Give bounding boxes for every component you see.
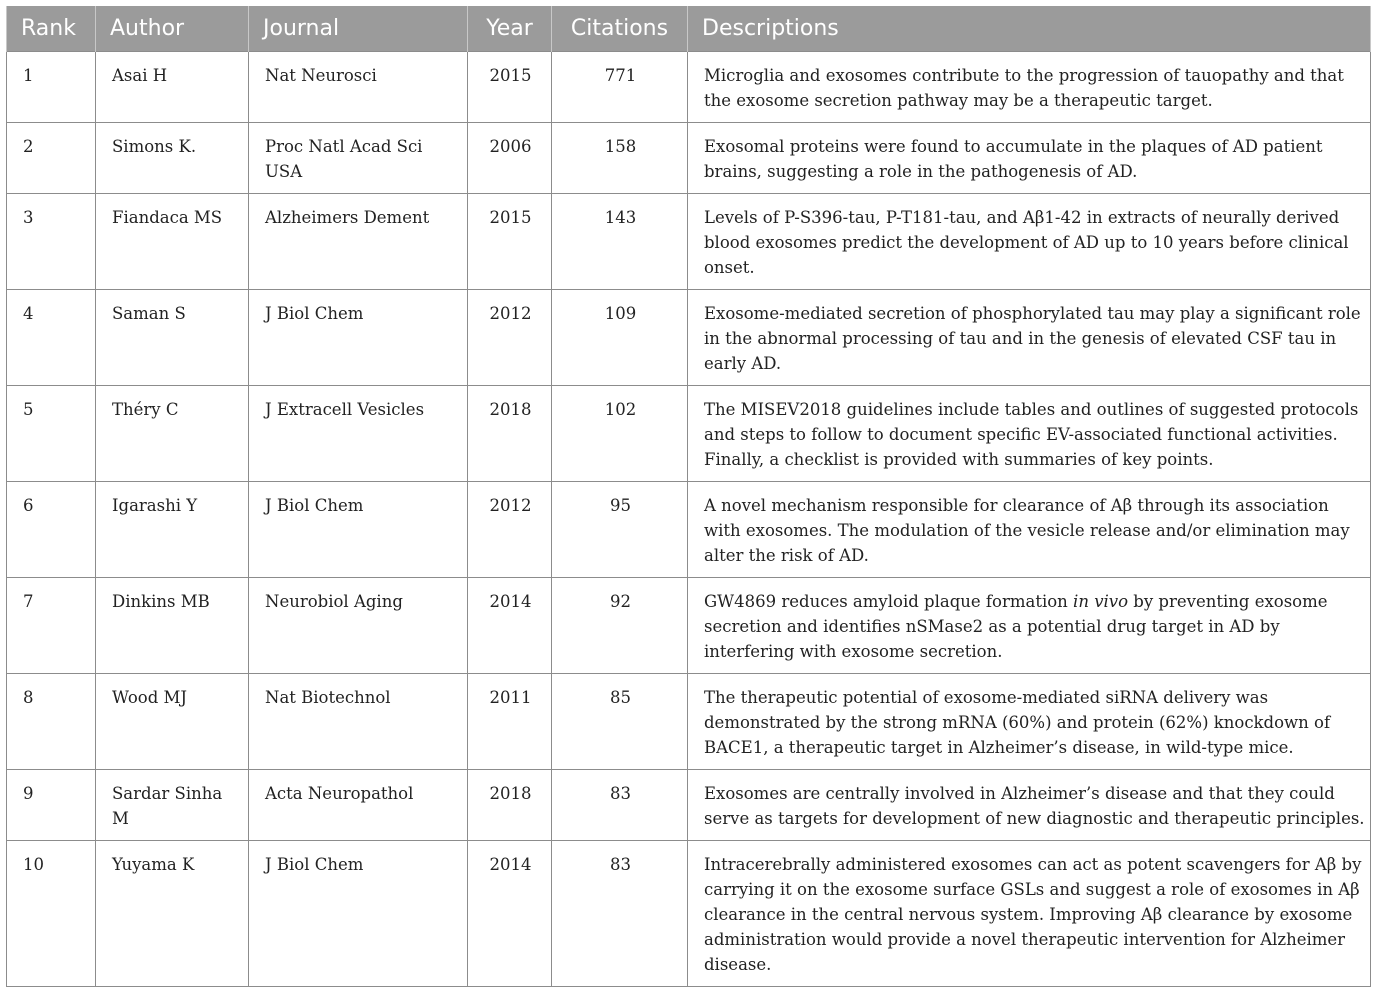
header-descriptions: Descriptions: [688, 6, 1371, 51]
cell-description: [688, 577, 1371, 673]
cell-author: Igarashi Y: [96, 481, 249, 577]
cell-journal: Acta Neuropathol: [249, 769, 468, 840]
cell-author: Saman S: [96, 289, 249, 385]
cell-author: Wood MJ: [96, 673, 249, 769]
cell-year: 2012: [468, 481, 552, 577]
cell-author: Asai H: [96, 51, 249, 122]
header-row: [7, 6, 1371, 51]
table-row: [7, 122, 1371, 193]
cell-author: Dinkins MB: [96, 577, 249, 673]
table-row: [7, 289, 1371, 385]
description-italic-text: in vivo: [1073, 591, 1129, 611]
cell-description: The MISEV2018 guidelines include tables and outlines of suggested protocols and steps to follow to document specific EV-associated functional activities. Finally, a checklist is provided with summaries of key points.: [688, 385, 1371, 481]
cell-author: Yuyama K: [96, 840, 249, 986]
cell-journal: Nat Neurosci: [249, 51, 468, 122]
cell-description: Intracerebrally administered exosomes can act as potent scavengers for Aβ by carrying it on the exosome surface GSLs and suggest a role of exosomes in Aβ clearance in the central nervous system. Improving Aβ clearance by exosome administration would provide a novel therapeutic intervention for Alzheimer disease.: [688, 840, 1371, 986]
cell-year: 2014: [468, 840, 552, 986]
cell-citations: 109: [552, 289, 688, 385]
cell-year: 2011: [468, 673, 552, 769]
cell-author: Simons K.: [96, 122, 249, 193]
description-text: by preventing exosome secretion and identifies nSMase2 as a potential drug target in AD by interfering with exosome secretion.: [704, 591, 1328, 661]
cell-year: 2018: [468, 769, 552, 840]
cell-citations: 102: [552, 385, 688, 481]
cell-rank: 4: [7, 289, 96, 385]
header-author: Author: [96, 6, 249, 51]
header-rank: Rank: [7, 6, 96, 51]
cell-rank: 1: [7, 51, 96, 122]
cell-rank: 7: [7, 577, 96, 673]
cell-journal: J Biol Chem: [249, 840, 468, 986]
cell-rank: 5: [7, 385, 96, 481]
cell-citations: 85: [552, 673, 688, 769]
cell-citations: 83: [552, 769, 688, 840]
cell-journal: J Biol Chem: [249, 289, 468, 385]
cell-year: 2012: [468, 289, 552, 385]
cell-journal: Nat Biotechnol: [249, 673, 468, 769]
cell-description: Exosome-mediated secretion of phosphorylated tau may play a significant role in the abnormal processing of tau and in the genesis of elevated CSF tau in early AD.: [688, 289, 1371, 385]
table-row: [7, 769, 1371, 840]
table-row: [7, 577, 1371, 673]
cell-rank: 9: [7, 769, 96, 840]
cell-citations: 143: [552, 193, 688, 289]
cell-description: Microglia and exosomes contribute to the progression of tauopathy and that the exosome secretion pathway may be a therapeutic target.: [688, 51, 1371, 122]
cell-citations: 771: [552, 51, 688, 122]
cell-author: Théry C: [96, 385, 249, 481]
cell-description: Exosomal proteins were found to accumulate in the plaques of AD patient brains, suggesting a role in the pathogenesis of AD.: [688, 122, 1371, 193]
citations-table: [6, 6, 1371, 987]
table-row: [7, 840, 1371, 986]
table-header: [7, 6, 1371, 51]
cell-journal: Alzheimers Dement: [249, 193, 468, 289]
cell-author: Fiandaca MS: [96, 193, 249, 289]
cell-citations: 158: [552, 122, 688, 193]
table-row: [7, 51, 1371, 122]
cell-rank: 3: [7, 193, 96, 289]
table-row: [7, 385, 1371, 481]
header-journal: Journal: [249, 6, 468, 51]
cell-citations: 95: [552, 481, 688, 577]
cell-description: The therapeutic potential of exosome-mediated siRNA delivery was demonstrated by the strong mRNA (60%) and protein (62%) knockdown of BACE1, a therapeutic target in Alzheimer’s disease, in wild-type mice.: [688, 673, 1371, 769]
cell-description: A novel mechanism responsible for clearance of Aβ through its association with exosomes. The modulation of the vesicle release and/or elimination may alter the risk of AD.: [688, 481, 1371, 577]
description-text: GW4869 reduces amyloid plaque formation: [704, 591, 1074, 611]
table-row: [7, 481, 1371, 577]
cell-description: Exosomes are centrally involved in Alzheimer’s disease and that they could serve as targets for development of new diagnostic and therapeutic principles.: [688, 769, 1371, 840]
cell-year: 2006: [468, 122, 552, 193]
cell-citations: 92: [552, 577, 688, 673]
cell-year: 2014: [468, 577, 552, 673]
header-year: Year: [468, 6, 552, 51]
cell-journal: J Extracell Vesicles: [249, 385, 468, 481]
cell-journal: Neurobiol Aging: [249, 577, 468, 673]
cell-journal: J Biol Chem: [249, 481, 468, 577]
table-row: [7, 193, 1371, 289]
cell-rank: 2: [7, 122, 96, 193]
cell-journal: Proc Natl Acad Sci USA: [249, 122, 468, 193]
cell-year: 2018: [468, 385, 552, 481]
cell-rank: 6: [7, 481, 96, 577]
header-citations: Citations: [552, 6, 688, 51]
cell-year: 2015: [468, 51, 552, 122]
cell-year: 2015: [468, 193, 552, 289]
cell-author: Sardar Sinha M: [96, 769, 249, 840]
cell-citations: 83: [552, 840, 688, 986]
cell-rank: 10: [7, 840, 96, 986]
cell-description: Levels of P-S396-tau, P-T181-tau, and Aβ1-42 in extracts of neurally derived blood exosomes predict the development of AD up to 10 years before clinical onset.: [688, 193, 1371, 289]
cell-rank: 8: [7, 673, 96, 769]
table-body: [7, 51, 1371, 986]
table-row: [7, 673, 1371, 769]
